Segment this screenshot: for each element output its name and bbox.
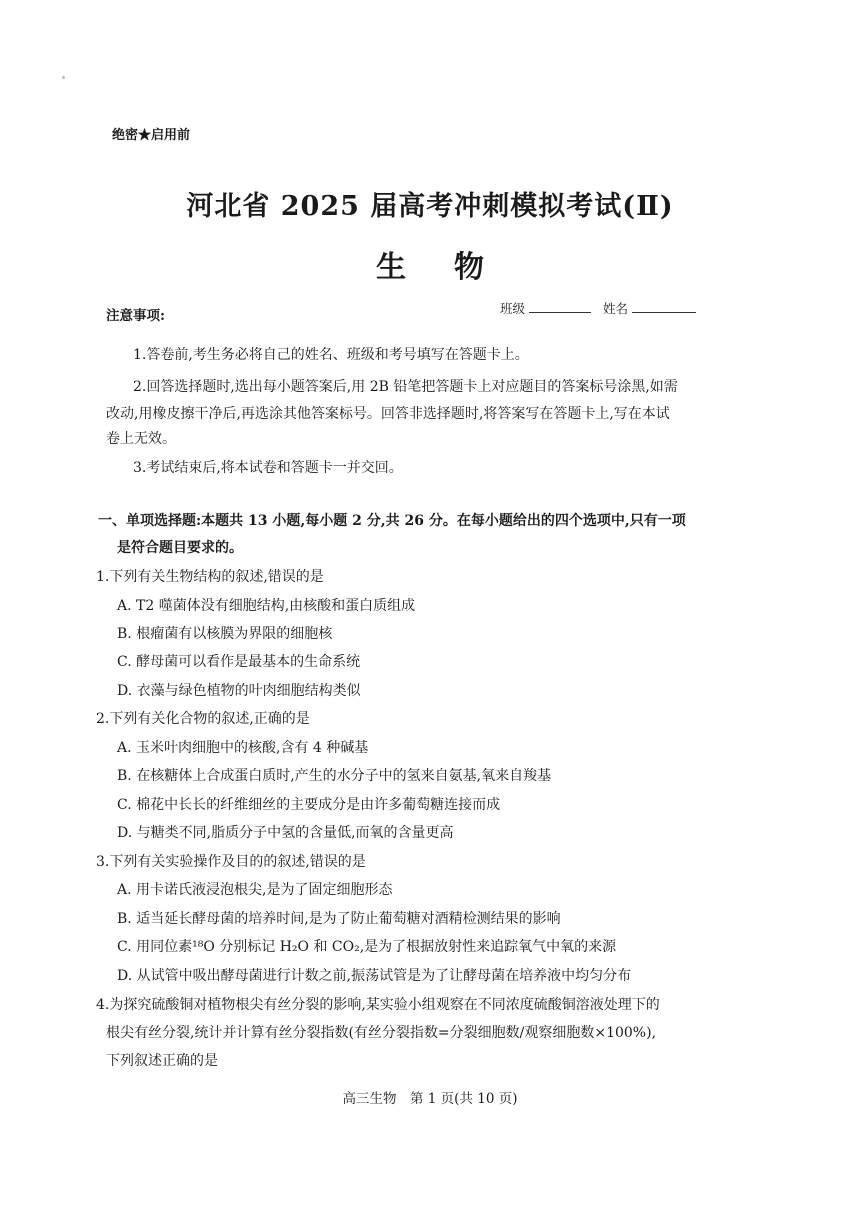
subject-char-1: 生 — [376, 250, 406, 285]
class-blank[interactable] — [529, 302, 591, 313]
question-3-option-a: A. 用卡诺氏液浸泡根尖,是为了固定细胞形态 — [117, 882, 393, 898]
question-2-stem: 2.下列有关化合物的叙述,正确的是 — [96, 711, 310, 727]
question-1-stem: 1.下列有关生物结构的叙述,错误的是 — [96, 569, 324, 585]
question-1-option-b: B. 根瘤菌有以核膜为界限的细胞核 — [117, 626, 333, 642]
scan-speck — [62, 76, 65, 79]
class-label: 班级 — [500, 301, 526, 316]
section-heading: 一、单项选择题:本题共 13 小题,每小题 2 分,共 26 分。在每小题给出的四个选项中,只有一项 — [98, 513, 686, 529]
subject-char-2: 物 — [454, 250, 484, 285]
instruction-2-cont: 改动,用橡皮擦干净后,再选涂其他答案标号。回答非选择题时,将答案写在答题卡上,写在本试 — [106, 406, 670, 422]
question-2-option-d: D. 与糖类不同,脂质分子中氢的含量低,而氧的含量更高 — [117, 825, 454, 841]
question-4-stem: 4.为探究硫酸铜对植物根尖有丝分裂的影响,某实验小组观察在不同浓度硫酸铜溶液处理下的 — [96, 997, 660, 1013]
notice-heading: 注意事项: — [106, 308, 165, 324]
question-2-option-a: A. 玉米叶肉细胞中的核酸,含有 4 种碱基 — [117, 740, 369, 756]
question-4-stem-cont: 根尖有丝分裂,统计并计算有丝分裂指数(有丝分裂指数=分裂细胞数/观察细胞数×100%), — [106, 1025, 657, 1041]
question-4-stem-end: 下列叙述正确的是 — [106, 1053, 218, 1069]
question-1-option-c: C. 酵母菌可以看作是最基本的生命系统 — [117, 654, 361, 670]
question-2-option-b: B. 在核糖体上合成蛋白质时,产生的水分子中的氢来自氨基,氧来自羧基 — [117, 768, 552, 784]
question-1-option-d: D. 衣藻与绿色植物的叶肉细胞结构类似 — [117, 683, 361, 699]
instruction-2: 2.回答选择题时,选出每小题答案后,用 2B 铅笔把答题卡上对应题目的答案标号涂黑,如需 — [133, 379, 678, 395]
instruction-2-end: 卷上无效。 — [106, 431, 176, 447]
exam-title: 河北省 2025 届高考冲刺模拟考试(Ⅱ) — [186, 191, 674, 222]
question-3-stem: 3.下列有关实验操作及目的的叙述,错误的是 — [96, 854, 366, 870]
confidential-label: 绝密★启用前 — [112, 128, 191, 143]
instruction-3: 3.考试结束后,将本试卷和答题卡一并交回。 — [133, 460, 403, 476]
student-info-fields — [500, 299, 696, 317]
question-3-option-b: B. 适当延长酵母菌的培养时间,是为了防止葡萄糖对酒精检测结果的影响 — [117, 911, 561, 927]
name-label: 姓名 — [603, 301, 629, 316]
instruction-1: 1.答卷前,考生务必将自己的姓名、班级和考号填写在答题卡上。 — [133, 347, 529, 363]
name-blank[interactable] — [632, 302, 696, 313]
subject-title — [0, 242, 860, 286]
question-3-option-c: C. 用同位素¹⁸O 分别标记 H₂O 和 CO₂,是为了根据放射性来追踪氧气中氧的来源 — [117, 939, 617, 955]
section-heading-cont: 是符合题目要求的。 — [117, 540, 243, 556]
question-1-option-a: A. T2 噬菌体没有细胞结构,由核酸和蛋白质组成 — [117, 598, 416, 614]
question-2-option-c: C. 棉花中长长的纤维细丝的主要成分是由许多葡萄糖连接而成 — [117, 797, 501, 813]
question-3-option-d: D. 从试管中吸出酵母菌进行计数之前,振荡试管是为了让酵母菌在培养液中均匀分布 — [117, 968, 632, 984]
page-footer: 高三生物 第 1 页(共 10 页) — [342, 1091, 518, 1107]
